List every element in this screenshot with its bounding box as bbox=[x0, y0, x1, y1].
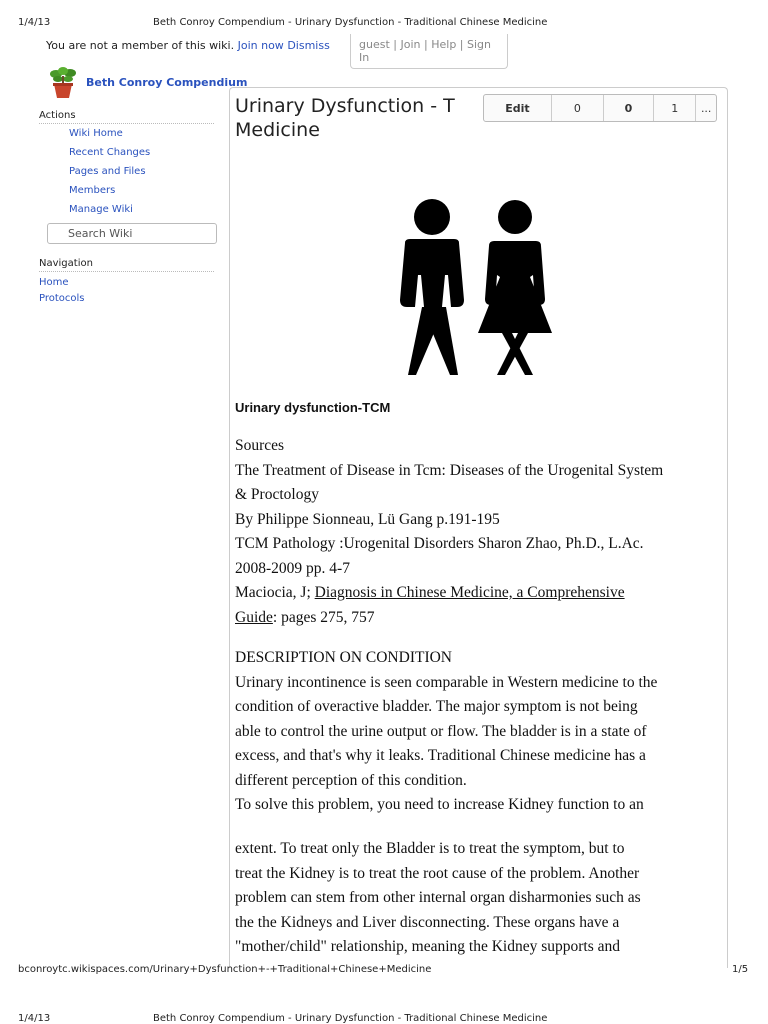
page-title bbox=[235, 94, 455, 142]
description-heading: DESCRIPTION ON CONDITION bbox=[235, 649, 452, 666]
source-4-link[interactable]: Diagnosis in Chinese Medicine, a Comprehensive bbox=[314, 584, 625, 601]
restroom-figures-image bbox=[390, 195, 555, 389]
separator: | bbox=[459, 38, 464, 51]
dismiss-link[interactable]: Dismiss bbox=[287, 39, 330, 52]
footer-page-number: 1/5 bbox=[732, 964, 749, 975]
potted-plant-icon bbox=[48, 66, 78, 100]
protocols-link[interactable]: Protocols bbox=[39, 293, 85, 304]
comments-count-button[interactable]: 0 bbox=[552, 95, 604, 121]
para1-line: excess, and that's why it leaks. Traditional Chinese medicine has a bbox=[235, 747, 646, 764]
sources-block bbox=[235, 434, 725, 630]
page-toolbar bbox=[483, 94, 717, 122]
members-link[interactable]: Members bbox=[69, 185, 116, 196]
para2-line: problem can stem from other internal organ disharmonies such as bbox=[235, 889, 641, 906]
para1-line: To solve this problem, you need to increase Kidney function to an bbox=[235, 796, 644, 813]
print-title: Beth Conroy Compendium - Urinary Dysfunction - Traditional Chinese Medicine bbox=[153, 17, 548, 28]
sources-label: Sources bbox=[235, 437, 285, 454]
para1-line: Urinary incontinence is seen comparable in Western medicine to the bbox=[235, 673, 658, 691]
sign-in-link[interactable]: Sign In bbox=[359, 38, 492, 64]
search-input[interactable] bbox=[47, 223, 217, 244]
site-name-link[interactable]: Beth Conroy Compendium bbox=[86, 76, 248, 89]
source-2: By Philippe Sionneau, Lü Gang p.191-195 bbox=[235, 510, 500, 528]
join-now-link[interactable]: Join now bbox=[237, 39, 284, 52]
para2-line: treat the Kidney is to treat the root cause of the problem. Another bbox=[235, 864, 640, 882]
wiki-home-link[interactable]: Wiki Home bbox=[69, 128, 123, 139]
next-print-title: Beth Conroy Compendium - Urinary Dysfunction - Traditional Chinese Medicine bbox=[153, 1013, 548, 1024]
page-title-line-2: Medicine bbox=[235, 119, 320, 141]
para2-line: the the Kidneys and Liver disconnecting. These organs have a bbox=[235, 913, 620, 931]
source-4-prefix: Maciocia, J; bbox=[235, 584, 315, 601]
search-placeholder: Search Wiki bbox=[68, 227, 133, 240]
para1-line: able to control the urine output or flow. The bladder is in a state of bbox=[235, 722, 647, 740]
footer-url: bconroytc.wikispaces.com/Urinary+Dysfunction+-+Traditional+Chinese+Medicine bbox=[18, 964, 432, 975]
user-box bbox=[350, 34, 508, 69]
separator: | bbox=[424, 38, 428, 51]
source-4-link-cont[interactable]: Guide bbox=[235, 608, 273, 626]
page-title-line-1: Urinary Dysfunction - T bbox=[235, 95, 455, 117]
para2-line: extent. To treat only the Bladder is to treat the symptom, but to bbox=[235, 840, 625, 857]
source-4-suffix: : pages 275, 757 bbox=[272, 608, 375, 626]
revisions-count-button[interactable]: 1 bbox=[654, 95, 696, 121]
separator: | bbox=[393, 38, 397, 51]
join-link[interactable]: Join bbox=[400, 38, 421, 51]
pages-and-files-link[interactable]: Pages and Files bbox=[69, 166, 146, 177]
source-1-line-1: The Treatment of Disease in Tcm: Diseases of the Urogenital System bbox=[235, 461, 664, 479]
para1-line: condition of overactive bladder. The major symptom is not being bbox=[235, 698, 638, 715]
description-block bbox=[235, 646, 725, 818]
manage-wiki-link[interactable]: Manage Wiki bbox=[69, 204, 133, 215]
paragraph-2 bbox=[235, 837, 725, 960]
more-options-button[interactable]: ... bbox=[700, 101, 712, 115]
site-logo[interactable] bbox=[48, 66, 78, 98]
print-date: 1/4/13 bbox=[18, 17, 51, 28]
article-heading: Urinary dysfunction-TCM bbox=[235, 400, 391, 415]
actions-title: Actions bbox=[39, 110, 214, 124]
help-link[interactable]: Help bbox=[431, 38, 457, 51]
recent-changes-link[interactable]: Recent Changes bbox=[69, 147, 151, 158]
membership-notice-text: You are not a member of this wiki. bbox=[46, 39, 235, 52]
navigation-title: Navigation bbox=[39, 258, 214, 272]
source-3-line-1: TCM Pathology :Urogenital Disorders Sharon Zhao, Ph.D., L.Ac. bbox=[235, 535, 644, 552]
membership-notice bbox=[46, 39, 330, 52]
home-link[interactable]: Home bbox=[39, 277, 69, 288]
discussion-count-button[interactable]: 0 bbox=[604, 95, 654, 121]
para1-line: different perception of this condition. bbox=[235, 771, 467, 789]
edit-button[interactable]: Edit bbox=[484, 95, 552, 121]
man-woman-figures-icon bbox=[390, 195, 555, 385]
source-3-line-2: 2008-2009 pp. 4-7 bbox=[235, 559, 350, 577]
source-4-line-1 bbox=[235, 581, 725, 606]
para2-line: "mother/child" relationship, meaning the Kidney supports and bbox=[235, 938, 621, 955]
next-print-date: 1/4/13 bbox=[18, 1013, 51, 1024]
source-4-line-2 bbox=[235, 606, 725, 631]
guest-label: guest bbox=[359, 38, 390, 51]
source-1-line-2: & Proctology bbox=[235, 486, 319, 503]
